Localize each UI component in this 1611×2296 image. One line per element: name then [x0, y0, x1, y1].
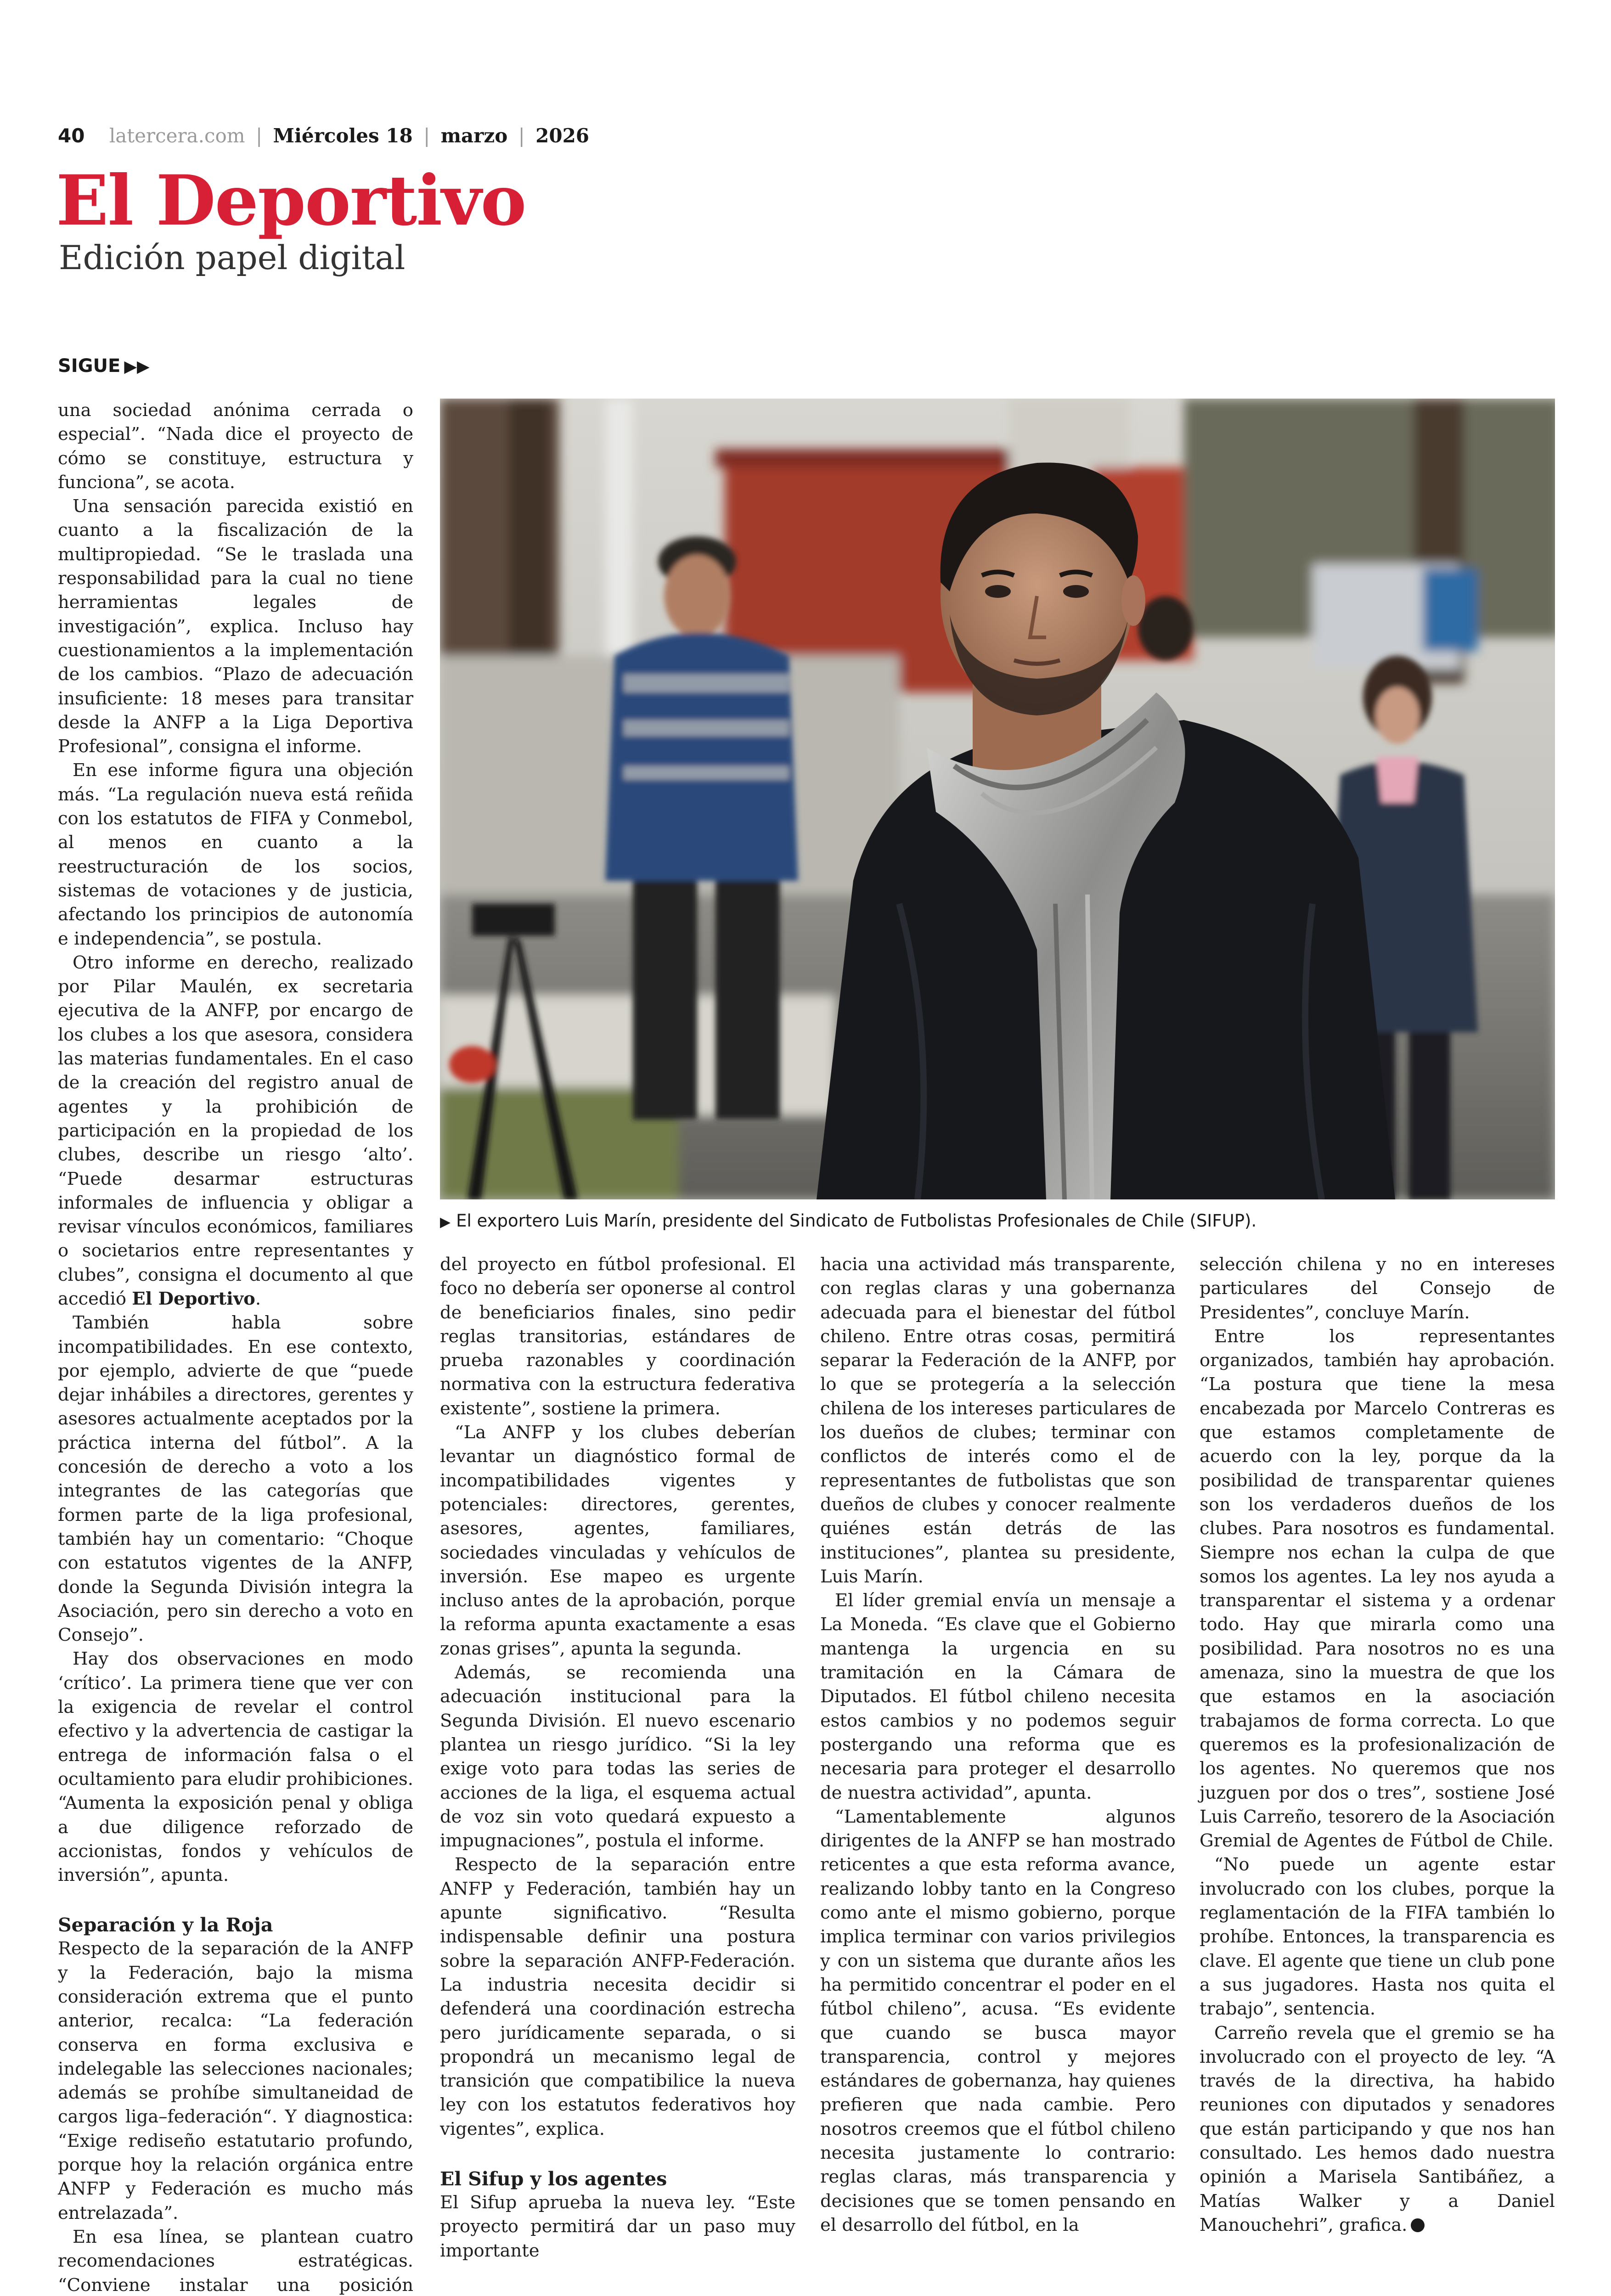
date-month: marzo [440, 124, 508, 147]
paragraph: “No puede un agente estar involucrado con los clubes, porque la reglamentación de la FIFA también lo prohíbe. Entonces, la transparencia es clave. El agente que tiene un club pone a sus jugadores. Hasta nos quita el trabajo”, sentencia. [1200, 1854, 1555, 2020]
paragraph: Hay dos observaciones en modo ‘crítico’. La primera tiene que ver con la exigencia de revelar el control efectivo y la advertencia de castigar la entrega de información falsa o el ocultamiento para eludir prohibiciones. “Aumenta la exposición penal y obliga a due diligence reforzado de accionistas, fondos y vehículos de inversión”, apunta. [58, 1649, 413, 1886]
paragraph: El líder gremial envía un mensaje a La Moneda. “Es clave que el Gobierno mantenga la urgencia en su tramitación en la Cámara de Diputados. El fútbol chileno necesita estos cambios y no podemos seguir postergando una reforma que es necesaria para proteger el desarrollo de nuestra actividad”, apunta. [820, 1590, 1176, 1803]
paragraph: Entre los representantes organizados, también hay aprobación. “La postura que tiene la mesa encabezada por Marcelo Contreras es que estamos completamente de acuerdo con la ley, porque da la posibilidad de transparentar quienes son los verdaderos dueños de los clubes. Para nosotros es fundamental. Siempre nos echan la culpa de que somos los agentes. La ley nos ayuda a transparentar el sistema y a ordenar todo. Hay que mirarla como una posibilidad. Para nosotros no es una amenaza, sino la muestra de que los que estamos en la asociación trabajamos de forma correcta. Lo que queremos es la profesionalización de los agentes. No queremos que nos juzguen por dos o tres”, sostiene José Luis Carreño, tesorero de la Asociación Gremial de Agentes de Fútbol de Chile. [1200, 1326, 1555, 1851]
masthead-subtitle: Edición papel digital [59, 238, 406, 277]
paragraph: También habla sobre incompatibilidades. En ese contexto, por ejemplo, advierte de que “puede dejar inhábiles a directores, gerentes y asesores actualmente aceptados por la práctica interna del fútbol”. A la concesión de derecho a voto a los integrantes de las categorías que formen parte de la liga profesional, también hay un comentario: “Choque con estatutos vigentes de la ANFP, donde la Segunda División integra la Asociación, pero sin derecho a voto en Consejo”. [58, 1312, 413, 1646]
section-heading: El Sifup y los agentes [440, 2167, 667, 2190]
paragraph: “Lamentablemente algunos dirigentes de la ANFP se han mostrado reticentes a que esta reforma avance, realizando lobby tanto en la Congreso como ante el mismo gobierno, porque implica terminar con varios privilegios y con un sistema que durante años les ha permitido concentrar el poder en el fútbol chileno”, acusa. “Es evidente que cuando se busca mayor transparencia, control y mejores estándares de gobernanza, hay quienes prefieren que nada cambie. Pero nosotros creemos que el fútbol chileno necesita justamente lo contrario: reglas claras, más transparencia y decisiones que se tomen pensando en el desarrollo del fútbol, en la [820, 1806, 1176, 2235]
paragraph-text: Otro informe en derecho, realizado por Pilar Maulén, ex secretaria ejecutiva de la ANFP, por encargo de los clubes a los que asesora, considera las materias fundamentales. En el caso de la creación del registro anual de agentes y la prohibición de participación en la propiedad de los clubes, describe un riesgo ‘alto’. “Puede desarmar estructuras informales de influencia y obligar a revisar vínculos económicos, familiares o societarios entre representantes y clubes”, consigna el documento al que accedió [58, 952, 413, 1309]
paragraph: Una sensación parecida existió en cuanto a la fiscalización de la multipropiedad. “Se le traslada una responsabilidad para la cual no tiene herramientas legales de investigación”, explica. Incluso hay cuestionamientos a la implementación de los cambios. “Plazo de adecuación insuficiente: 18 meses para transitar desde la ANFP a la Liga Deportiva Profesional”, consigna el informe. [58, 496, 413, 757]
article-column-2 [440, 1253, 795, 2263]
caption-marker-icon: ▶ [440, 1214, 451, 1230]
paragraph: Respecto de la separación entre ANFP y Federación, también hay un apunte significativo. “Resulta indispensable definir una postura sobre la separación ANFP-Federación. La industria necesita decidir si defenderá una coordinación estrecha pero jurídicamente separada, o si propondrá un mecanismo legal de transición que compatibilice la nueva ley con los estatutos federativos hoy vigentes”, explica. [440, 1854, 795, 2139]
paragraph-end: . [255, 1288, 261, 1309]
date-year: 2026 [535, 124, 590, 147]
site-name: latercera.com [109, 124, 245, 147]
article-column-4 [1200, 1253, 1555, 2237]
paragraph: selección chilena y no en intereses particulares del Consejo de Presidentes”, concluye Marín. [1200, 1254, 1555, 1323]
paragraph-text: Carreño revela que el gremio se ha involucrado con el proyecto de ley. “A través de la directiva, ha habido reuniones con diputados y senadores que están participando y que nos han consultado. Les hemos dado nuestra opinión a Marisela Santibáñez, a Matías Walker y a Daniel Manouchehri”, grafica. [1200, 2022, 1555, 2235]
article-column-3 [820, 1253, 1176, 2237]
paragraph [58, 951, 413, 1311]
paragraph: una sociedad anónima cerrada o especial”. “Nada dice el proyecto de cómo se constituye, estructura y funciona”, se acota. [58, 400, 413, 493]
photo-caption [440, 1210, 1555, 1234]
paragraph: En ese informe figura una objeción más. “La regulación nueva está reñida con los estatutos de FIFA y Conmebol, al menos en cuanto a la reestructuración de los socios, sistemas de votaciones y de justicia, afectando los principios de autonomía e independencia”, se postula. [58, 760, 413, 949]
paragraph [1200, 2021, 1555, 2238]
separator: | [518, 124, 525, 147]
paragraph: Además, se recomienda una adecuación institucional para la Segunda División. El nuevo escenario plantea un riesgo jurídico. “Si la ley exige voto para todas las series de acciones de la liga, el esquema actual de voz sin voto quedará expuesto a impugnaciones”, postula el informe. [440, 1662, 795, 1851]
separator: | [423, 124, 430, 147]
section-heading: Separación y la Roja [58, 1914, 273, 1936]
masthead-title: El Deportivo [56, 160, 526, 241]
date-day: Miércoles 18 [273, 124, 413, 147]
caption-text: El exportero Luis Marín, presidente del Sindicato de Futbolistas Profesionales de Chile (SIFUP). [456, 1211, 1257, 1231]
page-number: 40 [58, 124, 85, 147]
article-photo [440, 399, 1555, 1199]
article-column-1 [58, 399, 413, 2296]
continuation-arrows-icon: ▶▶ [124, 357, 150, 376]
continuation-label [58, 355, 150, 378]
paragraph: Respecto de la separación de la ANFP y la Federación, bajo la misma consideración extrema que el punto anterior, recalca: “La federación conserva en forma exclusiva e indelegable las selecciones nacionales; además se prohíbe simultaneidad de cargos liga–federación“. Y diagnostica: “Exige rediseño estatutario profundo, porque hoy la relación orgánica entre ANFP y Federación es mucho más entrelazada”. [58, 1938, 413, 2223]
paragraph: El Sifup aprueba la nueva ley. “Este proyecto permitirá dar un paso muy importante [440, 2192, 795, 2261]
paragraph: En esa línea, se plantean cuatro recomendaciones estratégicas. “Conviene instalar una posición [58, 2226, 413, 2296]
publication-name: El Deportivo [132, 1288, 255, 1309]
page-header [58, 123, 589, 149]
separator: | [255, 124, 263, 147]
paragraph: del proyecto en fútbol profesional. El foco no debería ser oponerse al control de beneficiarios finales, sino pedir reglas transitorias, estándares de prueba razonables y coordinación normativa con la estructura federativa existente”, sostiene la primera. [440, 1254, 795, 1419]
paragraph: hacia una actividad más transparente, con reglas claras y una gobernanza adecuada para el bienestar del fútbol chileno. Entre otras cosas, permitirá separar la Federación de la ANFP, por lo que se protegería a la selección chilena de los intereses particulares de los dueños de clubes; terminar con conflictos de interés como el de representantes de futbolistas que son dueños de clubes y conocer realmente quiénes están detrás de las instituciones”, plantea su presidente, Luis Marín. [820, 1254, 1176, 1587]
photo-illustration [440, 399, 1555, 1199]
continuation-text: SIGUE [58, 355, 121, 377]
paragraph: “La ANFP y los clubes deberían levantar un diagnóstico formal de incompatibilidades vigentes y potenciales: directores, gerentes, asesores, agentes, familiares, sociedades vinculadas y vehículos de inversión. Ese mapeo es urgente incluso antes de la aprobación, porque la reforma apunta exactamente a esas zonas grises”, apunta la segunda. [440, 1422, 795, 1659]
end-of-article-icon [1411, 2218, 1425, 2232]
